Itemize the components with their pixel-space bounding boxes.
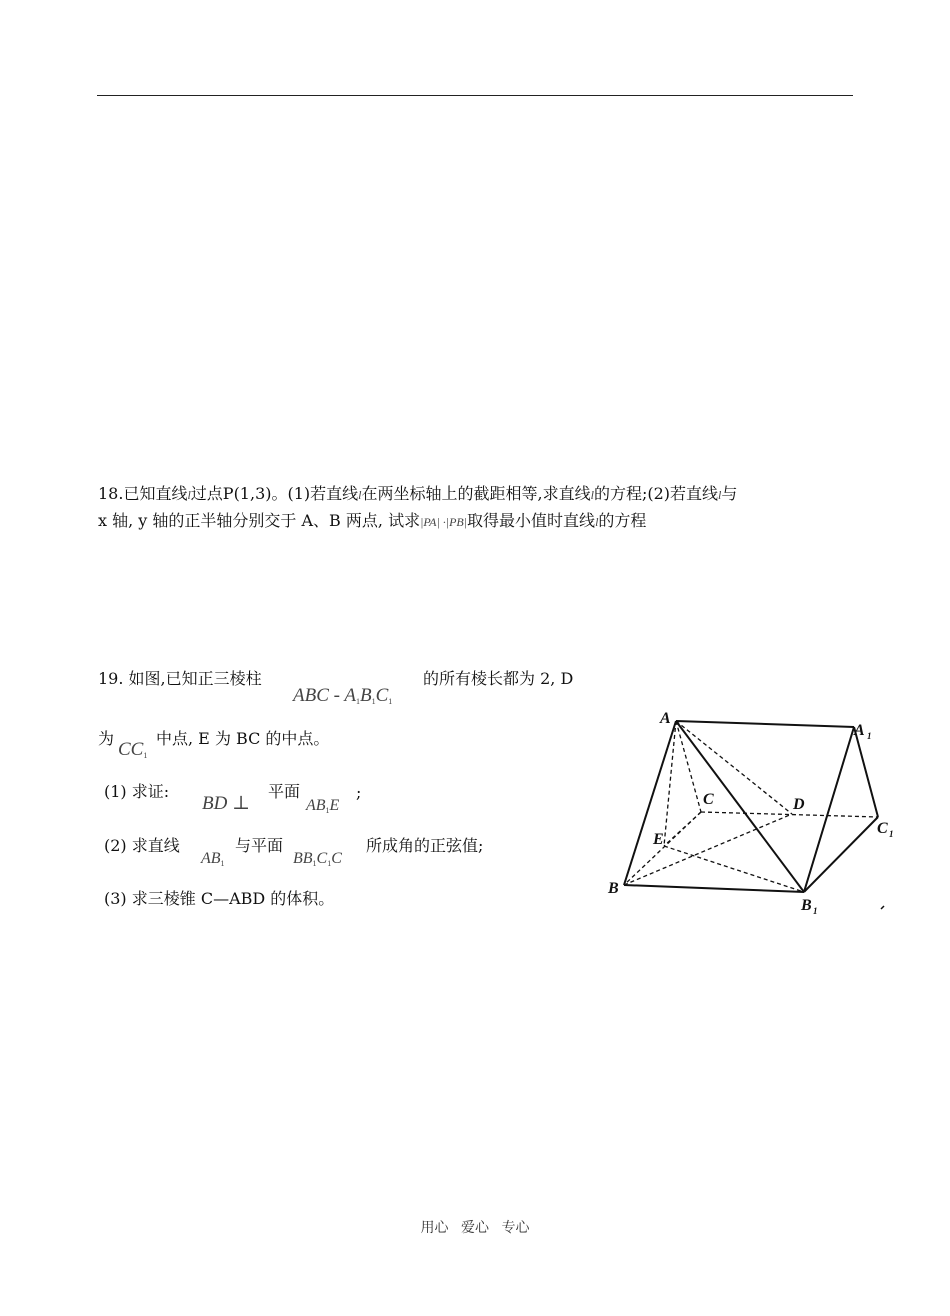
q18-text: x 轴, y 轴的正半轴分别交于 A、B 两点, 试求: [98, 511, 421, 530]
q18-text: 与: [721, 484, 738, 503]
q19-line-2-end: [156, 729, 329, 749]
q19-part-1-end: [356, 783, 361, 803]
subscript: 1: [220, 859, 225, 868]
line-l-var: l: [358, 488, 362, 502]
label-C: C: [703, 791, 714, 808]
q19-intro-end: [423, 669, 573, 689]
dashed-edges: [624, 721, 878, 892]
page-footer: [0, 1217, 950, 1237]
label-A1: A: [854, 722, 865, 739]
q18-text: 18.已知直线: [98, 484, 188, 503]
ab1-formula: [201, 848, 225, 874]
ab1e-formula: [306, 795, 339, 821]
stray-mark: [881, 906, 884, 909]
ab1-math: AB: [201, 850, 221, 867]
q18-line-2: [98, 511, 646, 532]
q19-text: 平面: [268, 782, 301, 801]
q19-text: (3) 求三棱锥 C—ABD 的体积。: [104, 889, 335, 908]
pa-pb-expression: |PA| ·|PB|: [420, 515, 468, 529]
q19-text: (1) 求证:: [104, 782, 170, 801]
subscript: 1: [371, 697, 376, 706]
cc1-math: CC: [118, 739, 144, 760]
q18-line-1: [98, 484, 737, 505]
plane-math: C: [331, 850, 342, 867]
q19-part-1: [104, 782, 169, 802]
subscript: 1: [325, 806, 330, 815]
q18-text: 的方程: [598, 511, 647, 530]
prism-math: C: [375, 685, 389, 706]
label-C1-sub: 1: [889, 829, 894, 839]
prism-formula: [293, 686, 392, 712]
q19-text: 与平面: [235, 836, 284, 855]
solid-edges: [624, 721, 878, 892]
q19-part-2-mid: [235, 836, 283, 856]
plane-math: C: [316, 850, 328, 867]
line-l-var: l: [718, 488, 722, 502]
label-E: E: [653, 831, 664, 848]
label-B: B: [608, 880, 619, 897]
prism-figure: [600, 700, 900, 925]
line-l-var: l: [187, 488, 191, 502]
q18-text: 过点P(1,3)。(1)若直线: [190, 484, 359, 503]
q19-text: 的所有棱长都为 2, D: [423, 669, 574, 688]
header-rule: [97, 95, 853, 96]
line-l-var: l: [595, 515, 599, 529]
q19-text: 为: [98, 729, 115, 748]
q18-text: 取得最小值时直线: [467, 511, 596, 530]
footer-text: 爱心: [461, 1220, 489, 1236]
bb1c1c-formula: [293, 848, 342, 874]
q19-line-2: [98, 729, 114, 749]
subscript: 1: [327, 859, 332, 868]
subscript: 1: [312, 859, 317, 868]
bd-perp-math: BD ⊥: [202, 793, 250, 814]
cc1-formula: [118, 740, 147, 766]
q19-text: 所成角的正弦值;: [366, 836, 484, 855]
label-A: A: [660, 710, 671, 727]
prism-math: ABC - A: [293, 685, 356, 706]
q19-part-1-plane: [268, 782, 300, 802]
ab1e-math: E: [329, 797, 340, 814]
q19-text: 19. 如图,已知正三棱柱: [98, 669, 262, 688]
q19-part-2: [104, 836, 180, 856]
bd-perp: [202, 794, 250, 814]
q19-text: (2) 求直线: [104, 836, 180, 855]
label-B1: B: [801, 897, 812, 914]
q19-text: 中点, E 为 BC 的中点。: [156, 729, 330, 748]
footer-text: 专心: [501, 1220, 530, 1236]
subscript: 1: [355, 697, 360, 706]
q18-text: 在两坐标轴上的截距相等,求直线: [361, 484, 591, 503]
plane-math: BB: [293, 850, 313, 867]
q19-intro: [98, 669, 262, 689]
q19-text: ;: [356, 783, 362, 802]
footer-text: 用心: [420, 1220, 449, 1236]
label-A1-sub: 1: [867, 731, 872, 741]
q18-text: 的方程;(2)若直线: [593, 484, 719, 503]
subscript: 1: [388, 697, 393, 706]
line-l-var: l: [590, 488, 594, 502]
ab1e-math: AB: [306, 797, 326, 814]
subscript: 1: [143, 751, 148, 760]
prism-math: B: [359, 685, 372, 706]
label-D: D: [793, 796, 805, 813]
q19-part-3: [104, 889, 334, 909]
q19-part-2-end: [366, 836, 483, 856]
label-B1-sub: 1: [813, 906, 818, 916]
label-C1: C: [877, 820, 888, 837]
